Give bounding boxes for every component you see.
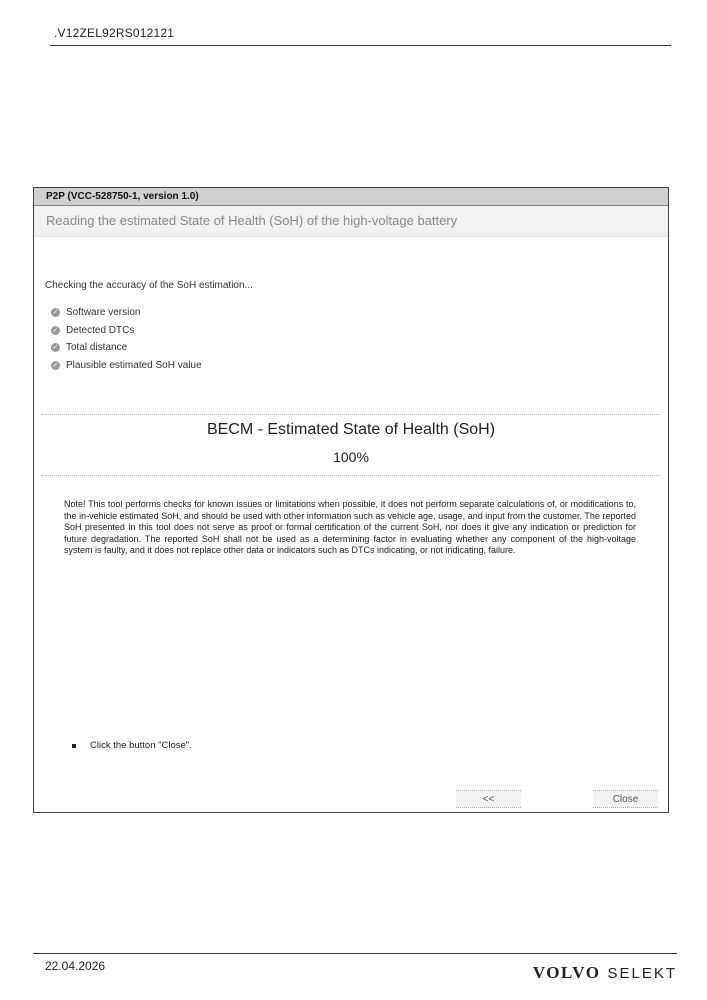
check-circle-icon: ✓	[52, 344, 59, 352]
check-circle-icon: ✓	[52, 309, 59, 317]
dialog-subtitle: Reading the estimated State of Health (SoH) of the high-voltage battery	[34, 206, 668, 237]
brand-logo	[533, 963, 677, 983]
check-list	[51, 304, 202, 374]
check-item	[51, 322, 202, 340]
check-circle-icon: ✓	[52, 361, 59, 369]
checking-label: Checking the accuracy of the SoH estimation...	[45, 280, 253, 291]
back-button[interactable]: <<	[456, 790, 521, 808]
footer-rule	[33, 953, 677, 954]
instruction-text: Click the button "Close".	[90, 740, 192, 751]
check-item-label: Plausible estimated SoH value	[66, 359, 202, 371]
vin-header: .V12ZEL92RS012121	[54, 26, 175, 40]
close-button[interactable]: Close	[593, 790, 658, 808]
check-item	[51, 304, 202, 322]
check-item	[51, 357, 202, 375]
header-rule	[50, 45, 671, 46]
check-item-label: Total distance	[66, 342, 128, 354]
check-item-label: Detected DTCs	[66, 324, 135, 336]
soh-result-title: BECM - Estimated State of Health (SoH)	[206, 421, 496, 438]
dialog-title: P2P (VCC-528750-1, version 1.0)	[34, 188, 668, 206]
soh-result-panel	[41, 414, 661, 476]
brand-secondary: SELEKT	[607, 965, 677, 982]
bullet-icon	[72, 744, 76, 748]
check-circle-icon: ✓	[52, 326, 59, 334]
check-item-label: Software version	[66, 307, 141, 319]
instruction	[72, 740, 192, 751]
disclaimer-note: Note! This tool performs checks for known issues or limitations when possible, it does not perform separate calculations of, or modifications to, the in-vehicle estimated SoH, and should be used with other information such as vehicle age, usage, and input from the customer. The reported SoH presented in this tool does not serve as proof or formal certification of the current SoH, nor does it give any indication or prediction for future degradation. The reported SoH shall not be used as a determining factor in evaluating whether any component of the high-voltage system is faulty, and it does not replace other data or indicators such as DTCs indicating, or not indicating, failure.	[64, 499, 636, 556]
brand-primary: VOLVO	[532, 963, 601, 982]
soh-result-value: 100%	[333, 449, 369, 465]
print-date: 22.04.2026	[45, 959, 106, 973]
check-item	[51, 339, 202, 357]
soh-dialog	[33, 187, 669, 813]
